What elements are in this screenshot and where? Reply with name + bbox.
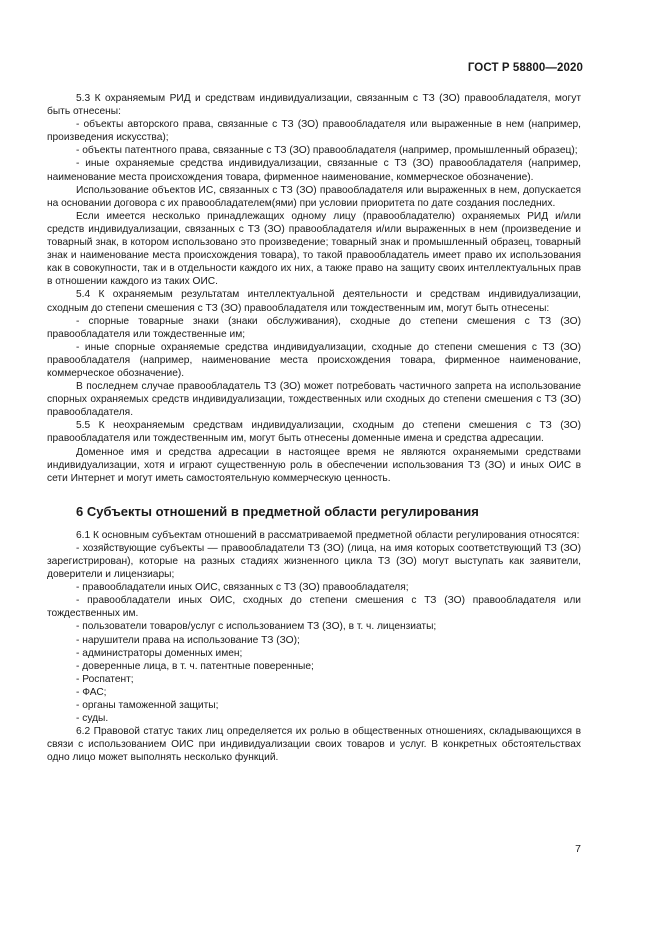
clause-6-1: 6.1 К основным субъектам отношений в рассматриваемой предметной области регулирования относятся: [76,529,580,541]
list-item: - пользователи товаров/услуг с использованием ТЗ (ЗО), в т. ч. лицензиаты; [76,621,437,633]
paragraph: Если имеется несколько принадлежащих одному лицу (правообладателю) охраняемых РИД и/или средств индивидуализации, связанных с ТЗ (ЗО) правообладателя и/или выраженных в нем (произведение и товарный знак, в котором использовано это произведение; товарный знак и промышленный образец, товарный знак и наименование места происхождения товара), то такой правообладатель имеет право их использования как в совокупности, так и в отдельности каждого их них, а также право на защиту своих интеллектуальных прав в отношении каждого из таких ОИС. [47,210,581,288]
list-item: - объекты авторского права, связанные с ТЗ (ЗО) правообладателя или выраженные в нем (например, произведения искусства); [47,119,581,144]
list-item: - объекты патентного права, связанные с ТЗ (ЗО) правообладателя (например, промышленный образец); [76,145,578,157]
list-item: - иные охраняемые средства индивидуализации, связанные с ТЗ (ЗО) правообладателя (например, наименование места происхождения товара, фирменное наименование, коммерческое обозначение). [47,158,581,183]
list-item: - иные спорные охраняемые средства индивидуализации, сходные до степени смешения с ТЗ (ЗО) правообладателя (например, наименование места происхождения товара, фирменное наименование, коммерческое обозначение). [47,341,581,379]
list-item: - спорные товарные знаки (знаки обслуживания), сходные до степени смешения с ТЗ (ЗО) правообладателя или тождественные им; [47,315,581,340]
clause-5-4: 5.4 К охраняемым результатам интеллектуальной деятельности и средствам индивидуализации, сходным до степени смешения с ТЗ (ЗО) правообладателя или тождественным им, могут быть отнесены: [47,289,581,314]
list-item: - Роспатент; [76,673,134,685]
list-item: - администраторы доменных имен; [76,647,243,659]
list-item: - правообладатели иных ОИС, сходных до степени смешения с ТЗ (ЗО) правообладателя или тождественных им. [47,595,581,620]
list-item: - правообладатели иных ОИС, связанных с ТЗ (ЗО) правообладателя; [76,582,409,594]
clause-6-2: 6.2 Правовой статус таких лиц определяется их ролью в общественных отношениях, складывающихся в связи с использованием ОИС при индивидуализации своих товаров и услуг. В конкретных обстоятельствах одно лицо может выполнять несколько функций. [47,726,581,764]
clause-5-3: 5.3 К охраняемым РИД и средствам индивидуализации, связанным с ТЗ (ЗО) правообладателя, могут быть отнесены: [47,93,581,118]
list-item: - хозяйствующие субъекты — правообладатели ТЗ (ЗО) (лица, на имя которых соответствующий ТЗ (ЗО) зарегистрирован), которые на разных стадиях жизненного цикла ТЗ (ЗО) могут выступать как заявители, доверители и лицензиары; [47,542,581,581]
list-item: - нарушители права на использование ТЗ (ЗО); [76,634,300,646]
page-number: 7 [575,843,581,855]
paragraph: Доменное имя и средства адресации в настоящее время не являются охраняемыми средствами индивидуализации, хотя и играют существенную роль в обеспечении использования ТЗ (ЗО) и иных ОИС в сети Интернет и могут иметь самостоятельную коммерческую ценность. [47,446,581,484]
list-item: - органы таможенной защиты; [76,700,219,712]
document-code: ГОСТ Р 58800—2020 [467,62,583,74]
list-item: - суды. [76,713,109,725]
paragraph: Использование объектов ИС, связанных с ТЗ (ЗО) правообладателя или выраженных в нем, допускается на основании договора с их правообладателем(ями) при условии приоритета по дате создания последних. [47,184,581,209]
page-content [47,92,581,765]
clause-5-5: 5.5 К неохраняемым средствам индивидуализации, сходным до степени смешения с ТЗ (ЗО) правообладателя или тождественным им, могут быть отнесены доменные имена и средства адресации. [47,420,581,445]
list-item: - ФАС; [76,686,107,698]
list-item: - доверенные лица, в т. ч. патентные поверенные; [76,660,314,672]
paragraph: В последнем случае правообладатель ТЗ (ЗО) может потребовать частичного запрета на использование спорных охраняемых средств индивидуализации, тождественных или сходных до степени смешения с ТЗ (ЗО) правообладателя. [47,381,581,419]
section-6-heading: 6 Субъекты отношений в предметной области регулирования [76,503,479,519]
